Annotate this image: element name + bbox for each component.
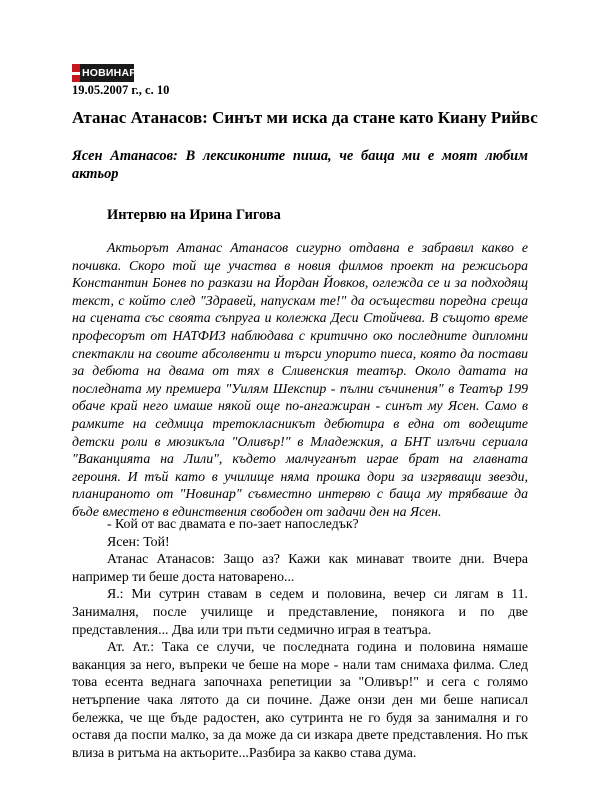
dialogue-line: Ясен: Той! bbox=[107, 533, 170, 549]
interview-dialogue bbox=[72, 515, 528, 761]
logo-mark-icon bbox=[72, 64, 80, 82]
dialogue-line: - Кой от вас двамата е по-зает напоследък? bbox=[107, 516, 359, 531]
newspaper-logo bbox=[72, 64, 137, 82]
dialogue-line: Я.: Ми сутрин ставам в седем и половина, вечер си лягам в 11. Занималня, после училище и представление, понякога и по две представления... Два или три пъти седмично играя в театъра. bbox=[72, 586, 528, 637]
dialogue-line: Атанас Атанасов: Защо аз? Кажи как минават твоите дни. Вчера например ти беше доста натоварено... bbox=[72, 551, 528, 584]
article-title: Атанас Атанасов: Синът ми иска да стане като Киану Рийвс bbox=[72, 108, 538, 127]
article-byline: Интервю на Ирина Гигова bbox=[107, 207, 281, 223]
dialogue-line: Ат. Ат.: Така се случи, че последната година и половина нямаше ваканция за него, въпреки че беше на море - нали там снимаха филма. След това есента веднага започнаха репетиции за "Оливър!" и сега с голямо нетърпение чака лятото да си почине. Даже онзи ден ми беше написал бележка, че ще бъде радостен, ако сутринта не го будя за занималня и го оставя да поспи малко, за да може да си изкара двете представления. Но пък влиза в ритъма на актьорите...Разбира за какво става дума. bbox=[72, 639, 528, 760]
logo-text: НОВИНАР bbox=[82, 67, 137, 79]
article-intro: Актьорът Атанас Атанасов сигурно отдавна е забравил какво е почивка. Скоро той ще участва в новия филмов проект на режисьора Константин Бонев по разкази на Йордан Йовков, оглежда се и за подходящ текст, с който след "Здравей, напускам те!" да осъществи поредна среща на сцената със своята съпруга и колежка Деси Стойчева. В същото време професорът от НАТФИЗ наблюдава с критично око последните дипломни спектакли на своите абсолвенти и търси упорито пиеса, която да постави за дебюта на двама от тях в Сливенския театър. Около датата на последната му премиера "Уилям Шекспир - пълни съчинения" в Театър 199 обаче край него имаше някой още по-ангажиран - синът му Ясен. Само в рамките на седмица третокласникът дебютира в една от водещите детски роли в мюзикъла "Оливър!" в Младежкия, а БНТ излъчи сериала "Ваканцията на Лили", където малчуганът играе брат на главната героиня. И тъй като в училище няма прошка дори за изгряващи звезди, планираното от "Новинар" съвместно интервю с баща му трябваше да бъде вместено в единствения свободен от задачи ден на Ясен. bbox=[72, 240, 528, 519]
publication-date: 19.05.2007 г., с. 10 bbox=[72, 83, 170, 97]
article-subtitle: Ясен Атанасов: В лексиконите пиша, че баща ми е моят любим актьор bbox=[72, 148, 528, 182]
